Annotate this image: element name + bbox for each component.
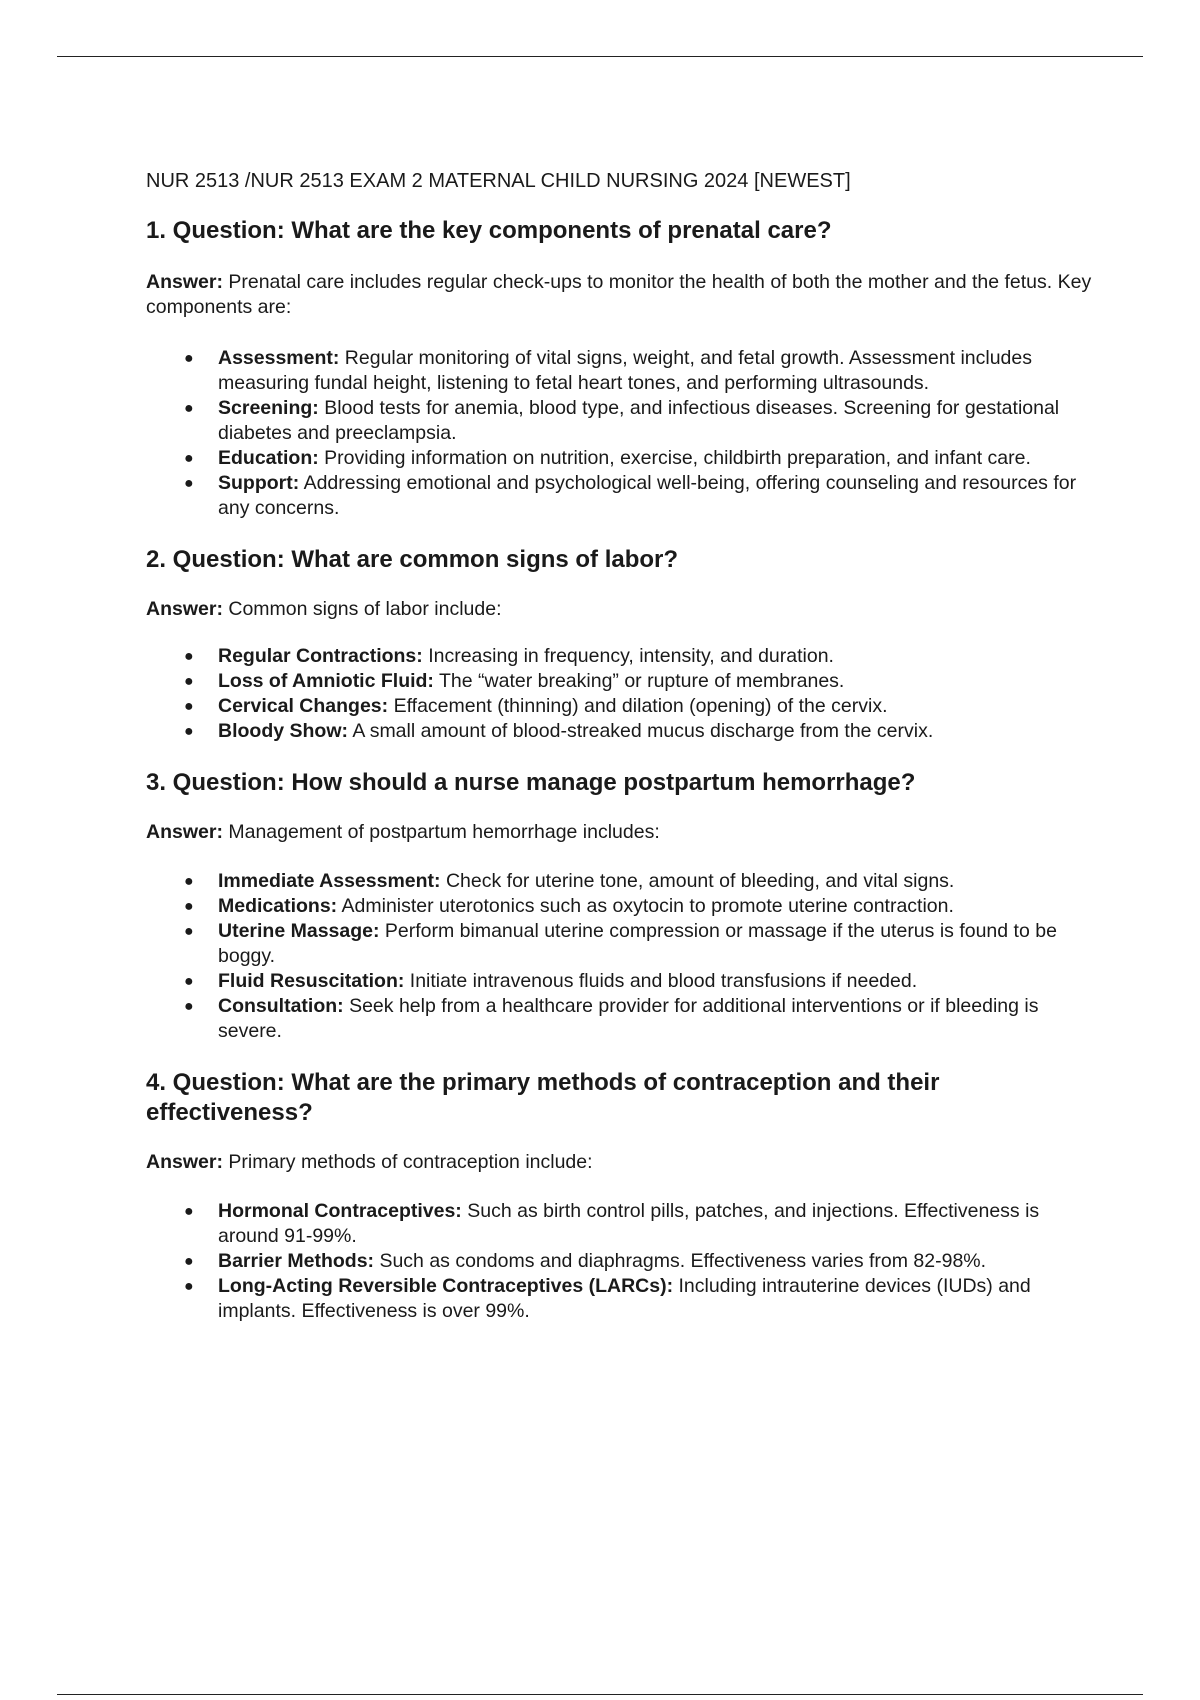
answer-list [146,1199,1096,1324]
bullet-icon: ● [184,873,194,890]
list-item-text: The “water breaking” or rupture of membranes. [433,670,845,692]
list-item [146,1249,1096,1274]
document-title: NUR 2513 /NUR 2513 EXAM 2 MATERNAL CHILD NURSING 2024 [NEWEST] [146,170,851,192]
list-item-term: Education: [218,447,319,469]
list-item [146,869,1096,894]
bullet-icon: ● [184,673,194,690]
list-item-term: Consultation: [218,995,344,1017]
list-item-text: Effacement (thinning) and dilation (opening) of the cervix. [388,695,888,717]
list-item-text: Providing information on nutrition, exercise, childbirth preparation, and infant care. [318,447,1031,469]
answer-text: Management of postpartum hemorrhage includes: [222,821,660,843]
list-item-term: Fluid Resuscitation: [218,970,405,992]
list-item [146,1199,1096,1249]
bullet-icon: ● [184,1203,194,1220]
list-item [146,919,1096,969]
bullet-icon: ● [184,698,194,715]
list-item-term: Bloody Show: [218,720,348,742]
list-item [146,644,1096,669]
list-item-term: Long-Acting Reversible Contraceptives (LARCs): [218,1275,674,1297]
list-item-text: Regular monitoring of vital signs, weight, and fetal growth. Assessment includes measuring fundal height, listening to fetal heart tones, and performing ultrasounds. [218,347,1032,394]
list-item-term: Barrier Methods: [218,1250,375,1272]
list-item-text: Administer uterotonics such as oxytocin to promote uterine contraction. [337,895,954,917]
question-heading: 4. Question: What are the primary methods of contraception and their effectiveness? [146,1069,940,1126]
list-item-text: A small amount of blood-streaked mucus discharge from the cervix. [348,720,934,742]
list-item-text: Addressing emotional and psychological well-being, offering counseling and resources for any concerns. [218,472,1077,519]
list-item [146,446,1096,471]
bullet-icon: ● [184,973,194,990]
bullet-icon: ● [184,898,194,915]
list-item-text: Seek help from a healthcare provider for additional interventions or if bleeding is severe. [218,995,1039,1042]
list-item-term: Screening: [218,397,319,419]
document-body [146,168,1096,1324]
bottom-rule [57,1694,1143,1695]
question-2 [146,545,1096,744]
top-rule [57,56,1143,57]
answer-label: Answer: [146,271,223,293]
list-item-text: Blood tests for anemia, blood type, and infectious diseases. Screening for gestational diabetes and preeclampsia. [218,397,1060,444]
list-item [146,994,1096,1044]
list-item-term: Assessment: [218,347,340,369]
answer-intro [146,820,1096,845]
bullet-icon: ● [184,350,194,367]
answer-text: Prenatal care includes regular check-ups to monitor the health of both the mother and the fetus. Key components are: [146,271,1092,318]
question-4 [146,1068,1096,1324]
list-item [146,1274,1096,1324]
question-heading: 1. Question: What are the key components of prenatal care? [146,217,832,244]
bullet-icon: ● [184,923,194,940]
list-item-text: Check for uterine tone, amount of bleeding, and vital signs. [440,870,955,892]
bullet-icon: ● [184,450,194,467]
answer-label: Answer: [146,598,223,620]
list-item-term: Regular Contractions: [218,645,423,667]
list-item-text: Initiate intravenous fluids and blood transfusions if needed. [404,970,918,992]
answer-text: Common signs of labor include: [222,598,502,620]
answer-list [146,644,1096,744]
list-item-term: Support: [218,472,300,494]
list-item-term: Uterine Massage: [218,920,380,942]
list-item-text: Such as condoms and diaphragms. Effectiveness varies from 82-98%. [374,1250,987,1272]
answer-label: Answer: [146,1151,223,1173]
list-item [146,969,1096,994]
answer-intro [146,597,1096,622]
list-item [146,894,1096,919]
bullet-icon: ● [184,475,194,492]
list-item [146,396,1096,446]
list-item [146,346,1096,396]
list-item-text: Increasing in frequency, intensity, and duration. [422,645,834,667]
list-item-term: Immediate Assessment: [218,870,441,892]
answer-intro [146,270,1096,320]
bullet-icon: ● [184,723,194,740]
question-heading: 2. Question: What are common signs of labor? [146,546,679,573]
list-item-term: Loss of Amniotic Fluid: [218,670,434,692]
question-heading: 3. Question: How should a nurse manage postpartum hemorrhage? [146,769,916,796]
list-item-text: Perform bimanual uterine compression or massage if the uterus is found to be boggy. [218,920,1057,967]
list-item [146,471,1096,521]
bullet-icon: ● [184,1278,194,1295]
answer-label: Answer: [146,821,223,843]
bullet-icon: ● [184,400,194,417]
question-1 [146,216,1096,521]
bullet-icon: ● [184,648,194,665]
question-3 [146,768,1096,1044]
list-item [146,694,1096,719]
list-item-term: Medications: [218,895,338,917]
list-item [146,669,1096,694]
answer-list [146,869,1096,1044]
answer-text: Primary methods of contraception include: [222,1151,593,1173]
answer-list [146,346,1096,521]
list-item-term: Cervical Changes: [218,695,389,717]
bullet-icon: ● [184,1253,194,1270]
list-item-text: Including intrauterine devices (IUDs) and implants. Effectiveness is over 99%. [218,1275,1031,1322]
list-item-term: Hormonal Contraceptives: [218,1200,462,1222]
list-item [146,719,1096,744]
list-item-text: Such as birth control pills, patches, and injections. Effectiveness is around 91-99%. [218,1200,1040,1247]
answer-intro [146,1150,1096,1175]
bullet-icon: ● [184,998,194,1015]
